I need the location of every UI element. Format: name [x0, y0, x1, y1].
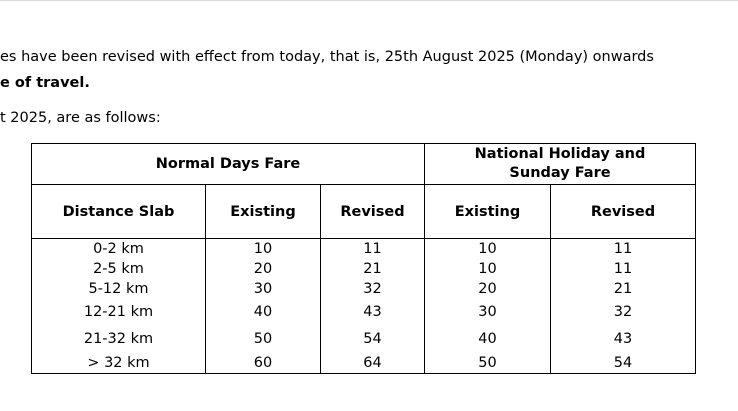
fare-cell: 30: [206, 279, 321, 299]
top-divider: [0, 0, 738, 1]
distance-slab-cell: 12-21 km: [32, 299, 206, 326]
fare-cell: 32: [321, 279, 425, 299]
fare-cell: 43: [551, 326, 696, 353]
fare-cell: 32: [551, 299, 696, 326]
fare-cell: 43: [321, 299, 425, 326]
table-row: [32, 326, 696, 353]
fare-cell: 10: [425, 259, 551, 279]
holiday-sunday-fare-header: [425, 144, 696, 185]
intro-text-line-3: t 2025, are as follows:: [0, 110, 161, 126]
holiday-header-line-1: National Holiday and: [474, 146, 646, 162]
column-header-holiday-revised: Revised: [551, 185, 696, 239]
fare-cell: 50: [425, 353, 551, 374]
distance-slab-cell: > 32 km: [32, 353, 206, 374]
fare-cell: 11: [551, 239, 696, 260]
fare-cell: 10: [425, 239, 551, 260]
fare-cell: 21: [321, 259, 425, 279]
table-row: [32, 279, 696, 299]
fare-cell: 54: [551, 353, 696, 374]
column-header-normal-revised: Revised: [321, 185, 425, 239]
fare-cell: 30: [425, 299, 551, 326]
fare-cell: 21: [551, 279, 696, 299]
distance-slab-cell: 2-5 km: [32, 259, 206, 279]
distance-slab-cell: 0-2 km: [32, 239, 206, 260]
table-row: [32, 299, 696, 326]
fare-cell: 40: [425, 326, 551, 353]
fare-cell: 64: [321, 353, 425, 374]
fare-cell: 10: [206, 239, 321, 260]
fare-cell: 50: [206, 326, 321, 353]
distance-slab-cell: 21-32 km: [32, 326, 206, 353]
fare-cell: 40: [206, 299, 321, 326]
column-header-holiday-existing: Existing: [425, 185, 551, 239]
group-header-row: [32, 144, 696, 185]
fare-cell: 11: [551, 259, 696, 279]
holiday-header-line-2: Sunday Fare: [509, 165, 611, 181]
fare-table: [31, 143, 696, 374]
column-header-normal-existing: Existing: [206, 185, 321, 239]
fare-cell: 54: [321, 326, 425, 353]
distance-slab-cell: 5-12 km: [32, 279, 206, 299]
fare-cell: 11: [321, 239, 425, 260]
column-header-distance-slab: Distance Slab: [32, 185, 206, 239]
intro-text-line-1: es have been revised with effect from today, that is, 25th August 2025 (Monday) onwards: [0, 49, 654, 65]
table-row: [32, 239, 696, 260]
normal-days-fare-header: Normal Days Fare: [32, 144, 425, 185]
fare-cell: 20: [206, 259, 321, 279]
table-row: [32, 353, 696, 374]
column-header-row: [32, 185, 696, 239]
fare-cell: 20: [425, 279, 551, 299]
table-row: [32, 259, 696, 279]
fare-cell: 60: [206, 353, 321, 374]
intro-text-line-2: e of travel.: [0, 75, 90, 91]
